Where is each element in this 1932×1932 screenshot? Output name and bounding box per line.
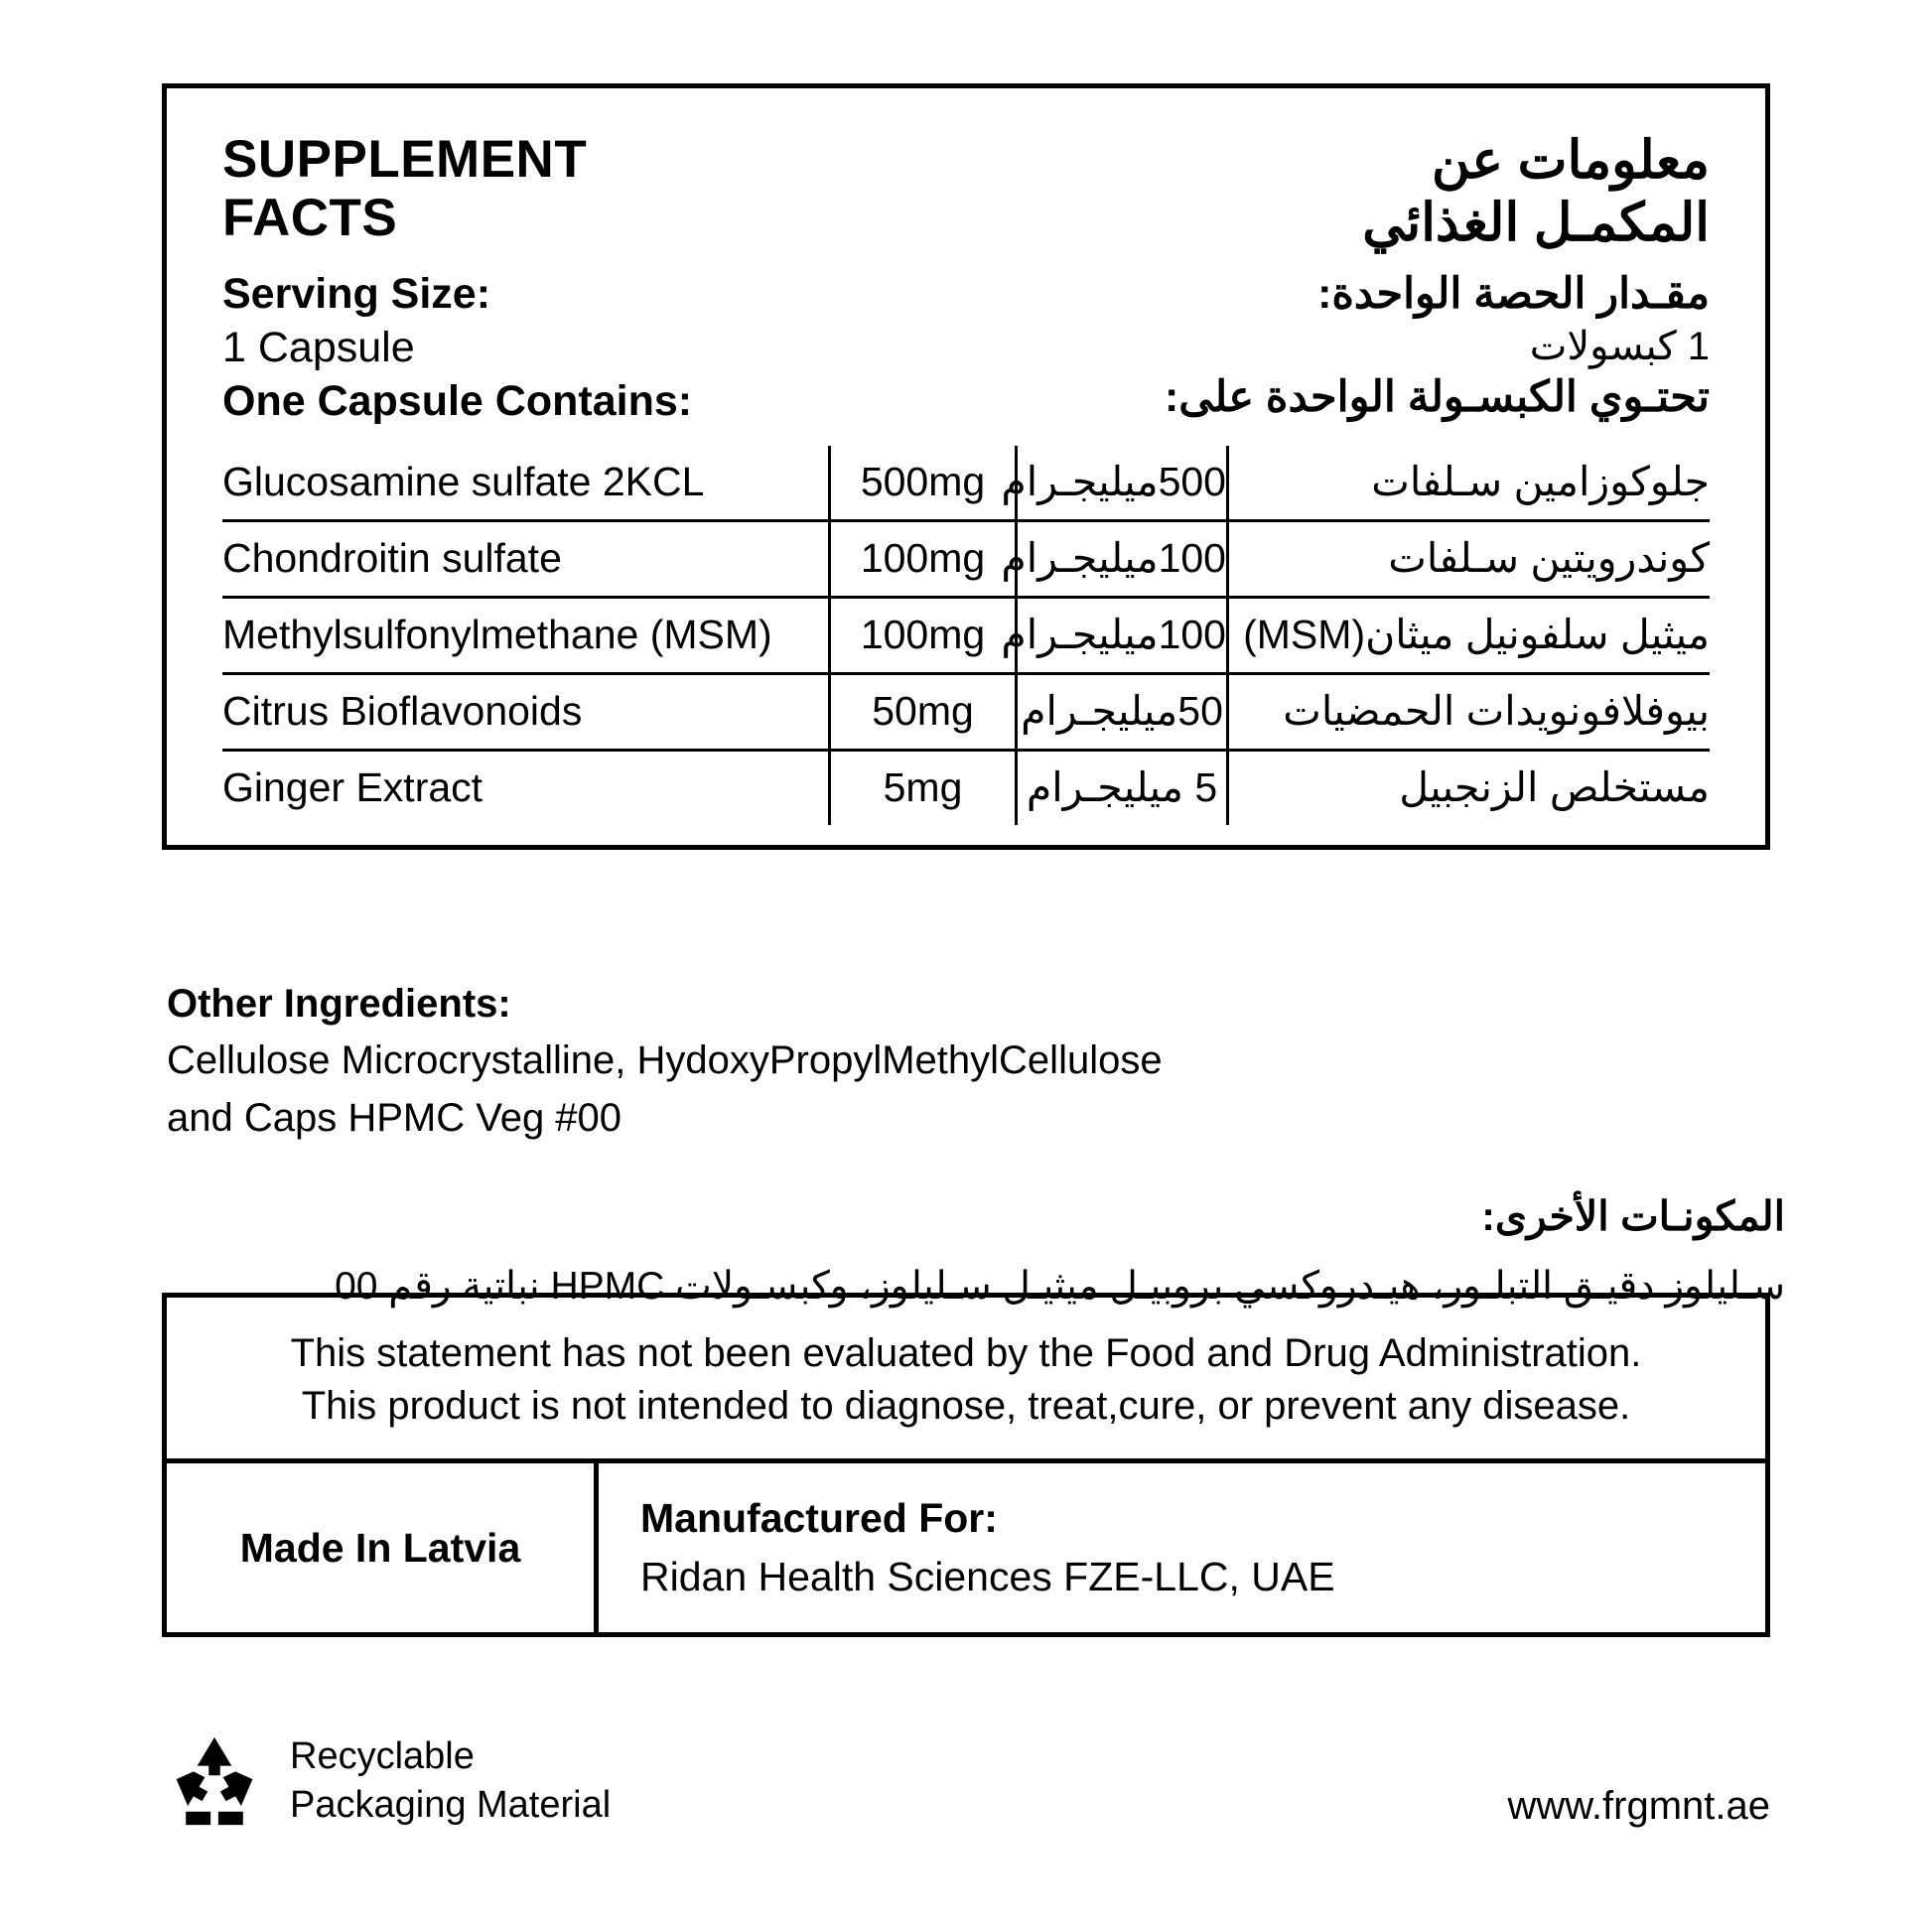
ingredient-name-ar: ميثيل سلفونيل ميثان(MSM) [1228,598,1711,674]
ingredients-table [222,446,1710,825]
recycle-text [290,1732,611,1831]
ingredient-amount-en: 100mg [830,521,1017,598]
ingredient-amount-ar: 100ميليجـرام [1017,521,1228,598]
panel-title-en [222,130,587,248]
panel-title-ar [1362,130,1710,254]
manufactured-for [599,1463,1765,1632]
serving-info-en [222,268,692,428]
footer [167,1732,1770,1831]
serving-info-ar [1165,268,1710,425]
ingredient-amount-ar: 500ميليجـرام [1017,446,1228,521]
panel-title-en-line2: FACTS [222,189,398,248]
serving-size-label-ar: مقـدار الحصة الواحدة: [1317,270,1710,319]
fda-disclaimer-line2: This product is not intended to diagnose, treat,cure, or prevent any disease. [301,1384,1631,1429]
ingredient-name-en: Citrus Bioflavonoids [222,674,830,751]
ingredient-amount-en: 5mg [830,751,1017,826]
table-row [222,751,1710,826]
manufactured-for-label: Manufactured For: [640,1495,998,1542]
other-ingredients-text-ar: سـليلوز دقيـق التبلـور، هيـدروكسي بروبيـل ميثيـل سـليلوز، وكبسـولات HPMC نباتية رقم 00 [335,1265,1785,1308]
panel-header [222,130,1710,254]
ingredient-name-ar: بيوفلافونويدات الحمضيات [1228,674,1711,751]
made-in-label: Made In Latvia [167,1463,599,1632]
manufacturer-row [167,1463,1765,1632]
ingredient-name-ar: مستخلص الزنجبيل [1399,764,1710,811]
other-ingredients-text-en-line2: and Caps HPMC Veg #00 [167,1096,622,1140]
ingredient-amount-en: 50mg [830,674,1017,751]
table-row [222,674,1710,751]
panel-title-ar-line2: المكمـل الغذائي [1362,193,1710,252]
ingredient-amount-en: 100mg [830,598,1017,674]
other-ingredients-label-en: Other Ingredients: [167,982,511,1026]
other-ingredients-label-ar: المكونـات الأخرى: [1481,1193,1785,1239]
panel-title-en-line1: SUPPLEMENT [222,130,588,189]
fda-disclaimer [167,1298,1765,1463]
panel-title-ar-line1: معلومات عن [1431,131,1710,190]
ingredient-name-en: Methylsulfonylmethane (MSM) [222,598,830,674]
disclaimer-manufacturer-box [162,1293,1770,1637]
table-row [222,598,1710,674]
table-row [222,521,1710,598]
website-url[interactable]: www.frgmnt.ae [1507,1783,1770,1828]
ingredient-amount-ar: 50ميليجـرام [1017,674,1228,751]
table-row [222,446,1710,521]
ingredient-name-en: Ginger Extract [222,763,483,810]
capsule-contains-label-en: One Capsule Contains: [222,376,693,425]
ingredient-amount-ar: 5 ميليجـرام [1017,751,1228,826]
fda-disclaimer-line1: This statement has not been evaluated by the Food and Drug Administration. [290,1331,1642,1375]
ingredient-name-ar: كوندرويتين سـلفات [1228,521,1711,598]
ingredient-amount-en: 500mg [830,446,1017,521]
other-ingredients-text-en-line1: Cellulose Microcrystalline, HydoxyPropylMethylCellulose [167,1038,1163,1082]
serving-info [222,268,1710,428]
serving-size-label-en: Serving Size: [222,270,491,319]
ingredient-amount-ar: 100ميليجـرام [1017,598,1228,674]
ingredient-name-en: Chondroitin sulfate [222,521,830,598]
ingredient-name-ar: جلوكوزامين سـلفات [1228,446,1711,521]
manufactured-for-value: Ridan Health Sciences FZE-LLC, UAE [640,1554,1335,1600]
capsule-contains-label-ar: تحتـوي الكبسـولة الواحدة على: [1164,372,1710,421]
other-ingredients-section [167,978,1785,1309]
recycle-line1: Recyclable [290,1735,475,1777]
supplement-facts-panel [162,83,1770,850]
recycle-block [167,1732,611,1831]
serving-size-value-en: 1 Capsule [222,323,415,371]
recycle-line2: Packaging Material [290,1784,612,1827]
serving-size-value-ar: 1 كبسولات [1529,324,1710,368]
recycle-icon [167,1733,262,1829]
ingredient-name-en: Glucosamine sulfate 2KCL [222,446,830,521]
